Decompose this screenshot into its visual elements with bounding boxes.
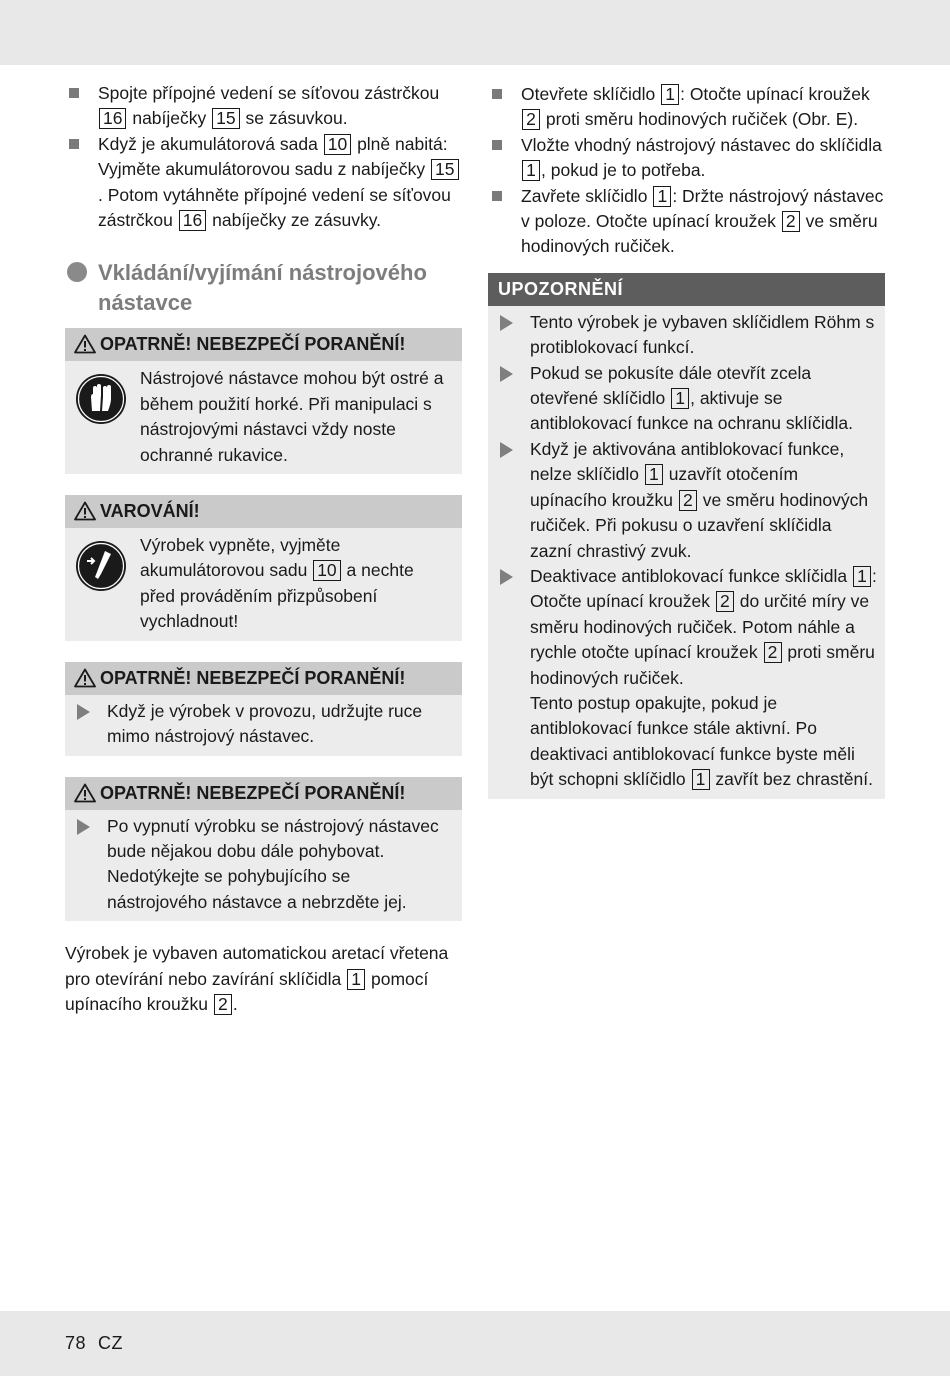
notice-header: UPOZORNĚNÍ	[488, 273, 885, 306]
notice-list	[488, 306, 885, 799]
part-number-box: 15	[431, 159, 458, 180]
part-number-box: 16	[99, 108, 126, 129]
right-bullet-list	[488, 82, 885, 260]
list-item: Zavřete sklíčidlo 1 : Držte nástrojový nástavec v poloze. Otočte upínací kroužek 2 ve směru hodinových ručiček.	[488, 184, 885, 260]
part-number-box: 1	[671, 388, 689, 409]
warning-body: Nástrojové nástavce mohou být ostré a během použití horké. Při manipulaci s nástrojovými nástavci vždy noste ochranné rukavice.	[65, 361, 462, 474]
right-column	[488, 82, 885, 799]
disconnect-power-icon	[75, 540, 127, 592]
warning-header: OPATRNĚ! NEBEZPEČÍ PORANĚNÍ!	[65, 662, 462, 695]
warning-triangle-icon	[74, 501, 96, 521]
part-number-box: 2	[782, 211, 800, 232]
list-item: Deaktivace antiblokovací funkce sklíčidla 1 : Otočte upínací kroužek 2 do určité míry ve směru hodinových ručiček. Potom náhle a rychle otočte upínací kroužek 2 proti směru hodinových ručiček. Tento postup opakujte, pokud je antiblokovací funkce stále aktivní. Po deaktivaci antiblokovací funkce byste měli být schopni sklíčidlo 1 zavřít bez chrastění.	[498, 564, 877, 793]
part-number-box: 2	[716, 591, 734, 612]
list-item: Vložte vhodný nástrojový nástavec do sklíčidla 1 , pokud je to potřeba.	[488, 133, 885, 184]
section-heading: Vkládání/vyjímání nástrojového nástavce	[65, 258, 462, 318]
warning-triangle-icon	[74, 668, 96, 688]
list-item: Když je výrobek v provozu, udržujte ruce mimo nástrojový nástavec.	[75, 699, 452, 750]
part-number-box: 2	[522, 109, 540, 130]
warning-box-gloves	[65, 328, 462, 474]
warning-box-battery	[65, 495, 462, 641]
top-bar	[0, 0, 950, 65]
list-item: Spojte přípojné vedení se síťovou zástrčkou 16 nabíječky 15 se zásuvkou.	[65, 81, 462, 132]
footer-bar	[0, 1311, 950, 1376]
warning-box-hands	[65, 662, 462, 756]
warning-header: OPATRNĚ! NEBEZPEČÍ PORANĚNÍ!	[65, 328, 462, 361]
warning-triangle-icon	[74, 334, 96, 354]
list-item: Po vypnutí výrobku se nástrojový nástavec bude nějakou dobu dále pohybovat. Nedotýkejte se pohybujícího se nástrojového nástavce a nebrzděte jej.	[75, 814, 452, 916]
list-item: Když je aktivována antiblokovací funkce, nelze sklíčidlo 1 uzavřít otočením upínacího kroužku 2 ve směru hodinových ručiček. Při pokusu o uzavření sklíčidla zazní chrastivý zvuk.	[498, 437, 877, 564]
warning-body: Výrobek vypněte, vyjměte akumulátorovou sadu 10 a nechte před prováděním přizpůsobení vychladnout!	[65, 528, 462, 641]
list-item: Tento výrobek je vybaven sklíčidlem Röhm s protiblokovací funkcí.	[498, 310, 877, 361]
part-number-box: 1	[661, 84, 679, 105]
bullet-dot-icon	[67, 262, 87, 282]
part-number-box: 2	[679, 490, 697, 511]
part-number-box: 2	[764, 642, 782, 663]
left-bullet-list	[65, 81, 462, 233]
warning-box-rundown	[65, 777, 462, 922]
part-number-box: 10	[313, 560, 340, 581]
list-item: Když je akumulátorová sada 10 plně nabitá: Vyjměte akumulátorovou sadu z nabíječky 15. Potom vytáhněte přípojné vedení se síťovou zástrčkou 16 nabíječky ze zásuvky.	[65, 132, 462, 234]
part-number-box: 10	[324, 134, 351, 155]
body-paragraph: Výrobek je vybaven automatickou aretací vřetena pro otevírání nebo zavírání sklíčidla 1 pomocí upínacího kroužku 2 .	[65, 943, 449, 1014]
part-number-box: 16	[179, 210, 206, 231]
part-number-box: 1	[347, 969, 365, 990]
list-item: Otevřete sklíčidlo 1 : Otočte upínací kroužek 2 proti směru hodinových ručiček (Obr. E).	[488, 82, 885, 133]
warning-triangle-icon	[74, 783, 96, 803]
part-number-box: 1	[645, 464, 663, 485]
list-item: Pokud se pokusíte dále otevřít zcela otevřené sklíčidlo 1 , aktivuje se antiblokovací funkce na ochranu sklíčidla.	[498, 361, 877, 437]
part-number-box: 1	[853, 566, 871, 587]
gloves-icon	[75, 373, 127, 425]
part-number-box: 15	[212, 108, 239, 129]
part-number-box: 1	[522, 160, 540, 181]
part-number-box: 2	[214, 994, 232, 1015]
continuation-text: Tento postup opakujte, pokud je antiblokovací funkce stále aktivní. Po deaktivaci antiblokovací funkce byste měli být schopni sklíčidlo 1 zavřít bez chrastění.	[530, 692, 873, 790]
warning-list	[65, 695, 462, 756]
left-column	[65, 81, 462, 1017]
warning-header: OPATRNĚ! NEBEZPEČÍ PORANĚNÍ!	[65, 777, 462, 810]
warning-header: VAROVÁNÍ!	[65, 495, 462, 528]
part-number-box: 1	[692, 769, 710, 790]
page-number: 78 CZ	[65, 1333, 124, 1353]
part-number-box: 1	[653, 186, 671, 207]
notice-box	[488, 273, 885, 799]
warning-list	[65, 810, 462, 922]
